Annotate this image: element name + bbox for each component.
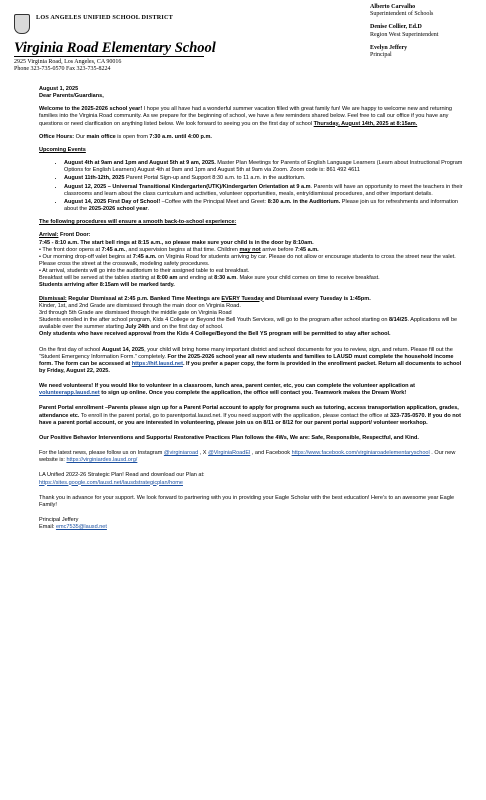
website-link[interactable]: https://virginiardes.lausd.org/ [66,457,138,464]
household-income-link[interactable]: https://hif.lausd.net [131,360,183,367]
letter-date: August 1, 2025 [39,86,79,92]
events-list [39,160,467,213]
social-paragraph: For the latest news, please follow us on Instagram @virginiaroad , X @VirginiaRoadEl , and Facebook https://www.facebook.com/virginiaroadelementaryschool . Our new website is: https://virginiardes.lausd.org/ [39,450,456,464]
strategic-plan-paragraph: LA Unified 2022-26 Strategic Plan! Read and download our Plan at: https://sites.google.com/lausd.net/lausdstrategicplan/home [39,472,205,486]
arrival-section: Arrival: Front Door: 7:45 - 8:10 a.m. The start bell rings at 8:15 a.m., so please make sure your child is in the door by 8:10am. • The front door opens at 7:45 a.m., and supervision begins at that time. Children may not arrive before 7:45 a.m. • Our morning drop-off valet begins at 7:45 a.m. on Virginia Road for students arriving by car. Please do not allow or encourage students to cross the street near the valet. Please cross the street at the crosswalk, modeling safety procedures. • At arrival, students will go into the auditorium to their assigned table to eat breakfast. Breakfast will be served at the tables starting at 8:00 am and ending at 8:30 a.m. Make sure your child comes on time to receive breakfast. Students arriving after 8:15am will be marked tardy. [39,232,467,289]
official-region: Denise Collier, Ed.D Region West Superintendent [370,24,439,38]
closing-paragraph: Thank you in advance for your support. We look forward to partnering with you in providing your Eagle Scholar with the best education! Here’s to an awesome year Eagle Family! [39,494,455,508]
school-phone-fax: Phone 323-735-0570 Fax 323-735-8224 [14,66,111,73]
district-seal-icon [14,14,30,34]
facebook-link[interactable]: https://www.facebook.com/virginiaroadelementaryschool [291,450,430,457]
event-item: • August 11th-12th, 2025 Parent Portal Sign-up and Support 8:30 a.m. to 11 a.m. in the auditorium. [64,175,467,182]
school-name: Virginia Road Elementary School [14,40,216,56]
volunteer-paragraph: We need volunteers! If you would like to volunteer in a classroom, lunch area, parent center, etc, you can complete the volunteer application at volunteerapp.lausd.net to sign up online. Once you complete the application, the office will contact you. Teamwork makes the Dream Work! [39,383,415,397]
signature: Principal Jeffery Email: emc7535@lausd.net [39,517,467,531]
tardy-notice: Students arriving after 8:15am will be marked tardy. [39,282,175,289]
school-address: 2925 Virginia Road, Los Angeles, CA 90016 [14,59,122,65]
office-hours: Office Hours: Our main office is open from 7:30 a.m. until 4:00 p.m. [39,133,212,140]
letter-body [39,86,467,531]
event-item: • August 4th at 9am and 1pm and August 5th at 9 am, 2025. Master Plan Meetings for Parents of English Language Learners (Learn about Instructional Program Options for English Learners) August 4th at 9am and 1pm and August 5th at 9am via Zoom. Zoom code is: 861 492 4611 [64,160,467,174]
first-day-paragraph: On the first day of school August 14, 2025, your child will bring home many important district and school documents for you to review, sign, and return. Please fill out the “Student Emergency Information Form.” completely. For the 2025-2026 school year all new students and families to LAUSD must complete the household income form. The form can be accessed at https://hif.lausd.net. If you prefer a paper copy, the form is provided in the enrollment packet. Return all documents to school by Friday, August 22, 2025. [39,346,462,374]
x-link[interactable]: @VirginiaRoadEl [208,450,251,457]
header-divider [14,56,204,57]
district-name: LOS ANGELES UNIFIED SCHOOL DISTRICT [36,14,173,21]
school-address-block [14,59,121,74]
email-link[interactable]: emc7535@lausd.net [55,524,107,531]
official-principal: Evelyn Jeffery Principal [370,44,408,59]
parent-portal-paragraph: Parent Portal enrollment –Parents please sign up for a Parent Portal account to apply for programs such as tutoring, access transportation application, grades, attendance etc. To enroll in the parent portal, go to parentportal.lausd.net. If you need support with the application, please contact the office at 323-735-0570. If you do not have a parent portal account, or you are interested in volunteering, please join us on 8/11 or 8/12 for our parent portal support/ volunteer workshop. [39,405,461,426]
dismissal-section: Dismissal: Regular Dismissal at 2:45 p.m. Banked Time Meetings are EVERY Tuesday and Dismissal every Tuesday is 1:45pm. Kinder, 1st, and 2nd Grade are dismissed through the main door on Virginia Road. 3rd through 5th Grade are dismissed through the middle gate on Virginia Road Students enrolled in the after school program, Kids 4 College or Beyond the Bell Youth Services, will go to the program after school starting on 8/14/25. Applications will be available over the summer starting July 24th and on the first day of school. Only students who have received approval from the Kids 4 College/Beyond the Bell YS program will be permitted to stay after school. [39,295,458,338]
dismissal-label: Dismissal: [39,295,67,302]
letterhead [12,4,472,82]
pbis-paragraph: Our Positive Behavior Interventions and Supports/ Restorative Practices Plan follows the 4Ws, We are: Safe, Responsible, Respectful, and Kind. [39,434,419,441]
strategic-plan-link[interactable]: https://sites.google.com/lausd.net/lausdstrategicplan/home [39,479,183,486]
officials-list [370,4,438,65]
volunteer-link[interactable]: volunteerapp.lausd.net [39,390,100,397]
event-item: • August 14, 2025 First Day of School! –Coffee with the Principal Meet and Greet: 8:30 a.m. in the Auditorium. Please join us for refreshments and information about the 2025-2026 school year. [64,199,467,213]
signature-name: Principal Jeffery [39,517,79,524]
arrival-label: Arrival: [39,232,59,239]
official-superintendent: Alberto Carvalho Superintendent of Schools [370,4,434,18]
upcoming-events-heading: Upcoming Events [39,146,86,153]
instagram-link[interactable]: @virginiaroad [163,450,199,457]
procedures-heading: The following procedures will ensure a smooth back-to-school experience: [39,219,237,226]
event-item: • August 12, 2025 – Universal Transitional Kindergarten(UTK)/Kindergarten Orientation at 9 a.m. Parents will have an opportunity to meet the teachers in their classrooms and learn about the class curriculum and activities, volunteer opportunities, meals, entry/dismissal procedures, and other important details. [64,184,467,198]
intro-paragraph: Welcome to the 2025-2026 school year! I hope you all have had a wonderful summer vacation filled with great family fun! We are happy to welcome new and returning families into the Virginia Road community. As we prepare for the beginning of school, we have a few reminders shared below. Feel free to call our office if you have any questions or need clarification on anything listed below. We look forward to seeing you on the first day of school Thursday, August 14th, 2025 at 8:15am. [39,106,452,127]
salutation: Dear Parents/Guardians, [39,93,104,100]
